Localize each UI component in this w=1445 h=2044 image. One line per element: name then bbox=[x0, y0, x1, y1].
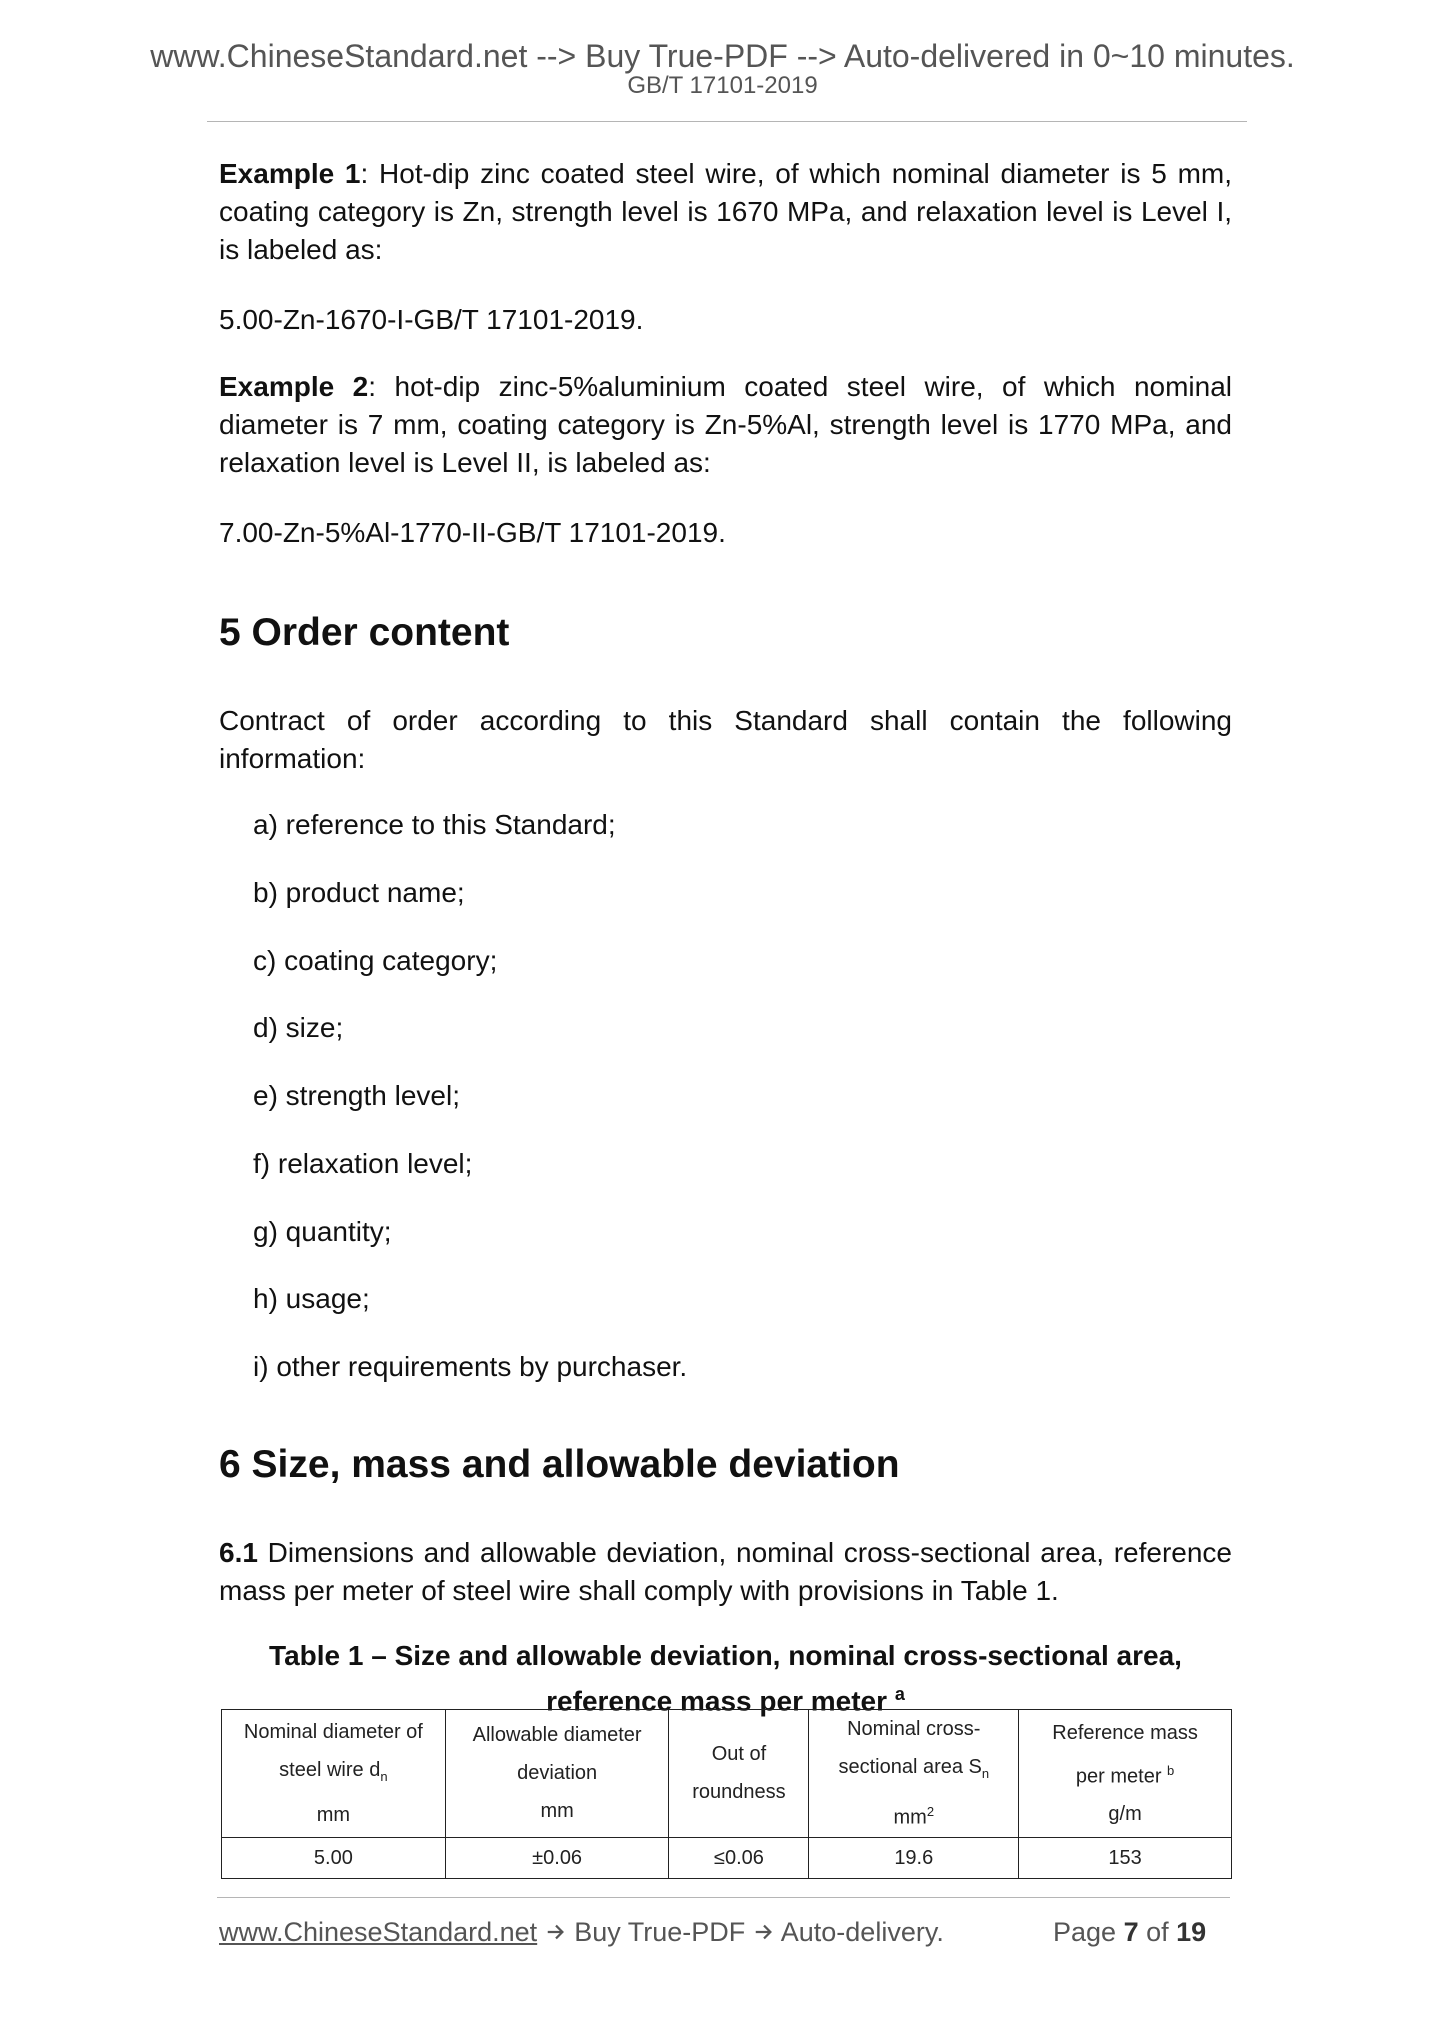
example-1-text: : Hot-dip zinc coated steel wire, of which nominal diameter is 5 mm, coating category is Zn, strength level is 1670 MPa, and relaxation level is Level I, is labeled as: bbox=[219, 158, 1232, 265]
total-pages: 19 bbox=[1176, 1917, 1207, 1947]
header-divider bbox=[207, 121, 1247, 122]
page-number: Page 7 of 19 bbox=[1053, 1917, 1207, 1947]
table-row bbox=[222, 1837, 1232, 1878]
cell-roundness: ≤0.06 bbox=[669, 1837, 809, 1878]
order-item-g: g) quantity; bbox=[253, 1216, 392, 1247]
order-item-a: a) reference to this Standard; bbox=[253, 809, 616, 840]
table-1-caption-line-2: reference mass per meter $^a$ bbox=[546, 1684, 905, 1717]
order-item-d: d) size; bbox=[253, 1012, 344, 1043]
header-cross-sectional-area: Nominal cross- sectional area $S_n$ $mm^2$ bbox=[809, 1710, 1019, 1838]
cell-area: 19.6 bbox=[809, 1837, 1019, 1878]
section-6-heading: 6 Size, mass and allowable deviation bbox=[219, 1443, 900, 1486]
example-1-label: Example 1 bbox=[219, 158, 361, 189]
clause-6-1 bbox=[219, 1534, 1232, 1610]
arrow-right-icon bbox=[753, 1921, 775, 1943]
section-5-heading: 5 Order content bbox=[219, 611, 510, 654]
footer-site-link[interactable]: www.ChineseStandard.net bbox=[219, 1917, 538, 1947]
order-item-e: e) strength level; bbox=[253, 1080, 460, 1111]
order-item-i: i) other requirements by purchaser. bbox=[253, 1351, 688, 1382]
header-out-of-roundness: Out of roundness bbox=[669, 1710, 809, 1838]
header-nominal-diameter: Nominal diameter of steel wire $d_n$ mm bbox=[222, 1710, 446, 1838]
cell-deviation: ±0.06 bbox=[445, 1837, 669, 1878]
current-page: 7 bbox=[1123, 1917, 1139, 1947]
footer-buy-text[interactable]: Buy True-PDF bbox=[566, 1917, 753, 1947]
table-1-caption-line-1: Table 1 – Size and allowable deviation, nominal cross-sectional area, bbox=[269, 1640, 1182, 1671]
header-reference-mass: Reference mass per meter $^b$ g/m bbox=[1019, 1710, 1232, 1838]
clause-6-1-number: 6.1 bbox=[219, 1537, 258, 1568]
section-5-intro: Contract of order according to this Standard shall contain the following information: bbox=[219, 705, 1232, 774]
order-item-f: f) relaxation level; bbox=[253, 1148, 473, 1179]
order-item-b: b) product name; bbox=[253, 877, 465, 908]
table-1-caption bbox=[219, 1637, 1232, 1720]
example-2-paragraph bbox=[219, 368, 1232, 482]
example-2-code: 7.00-Zn-5%Al-1770-II-GB/T 17101-2019. bbox=[219, 517, 726, 548]
example-1-paragraph bbox=[219, 155, 1232, 269]
order-item-h: h) usage; bbox=[253, 1283, 370, 1314]
table-1-caption-footnote-a: a bbox=[894, 1684, 905, 1704]
size-table bbox=[221, 1709, 1232, 1879]
clause-6-1-text: Dimensions and allowable deviation, nominal cross-sectional area, reference mass per meter of steel wire shall comply with provisions in Table 1. bbox=[219, 1537, 1232, 1606]
table-header-row bbox=[222, 1710, 1232, 1838]
example-2-label: Example 2 bbox=[219, 371, 369, 402]
footer-delivery-text: Auto-delivery. bbox=[774, 1917, 944, 1947]
top-banner: www.ChineseStandard.net --> Buy True-PDF --> Auto-delivered in 0~10 minutes. bbox=[150, 38, 1295, 74]
document-id: GB/T 17101-2019 bbox=[627, 72, 818, 99]
arrow-right-icon bbox=[545, 1921, 567, 1943]
footer-divider bbox=[217, 1897, 1230, 1898]
example-1-code: 5.00-Zn-1670-I-GB/T 17101-2019. bbox=[219, 304, 644, 335]
cell-diameter: 5.00 bbox=[222, 1837, 446, 1878]
footer-links bbox=[219, 1916, 944, 1948]
order-item-c: c) coating category; bbox=[253, 945, 498, 976]
example-2-text: : hot-dip zinc-5%aluminium coated steel wire, of which nominal diameter is 7 mm, coating category is Zn-5%Al, strength level is 1770 MPa, and relaxation level is Level II, is labeled as: bbox=[219, 371, 1232, 478]
header-allowable-deviation: Allowable diameter deviation mm bbox=[445, 1710, 669, 1838]
cell-mass: 153 bbox=[1019, 1837, 1232, 1878]
